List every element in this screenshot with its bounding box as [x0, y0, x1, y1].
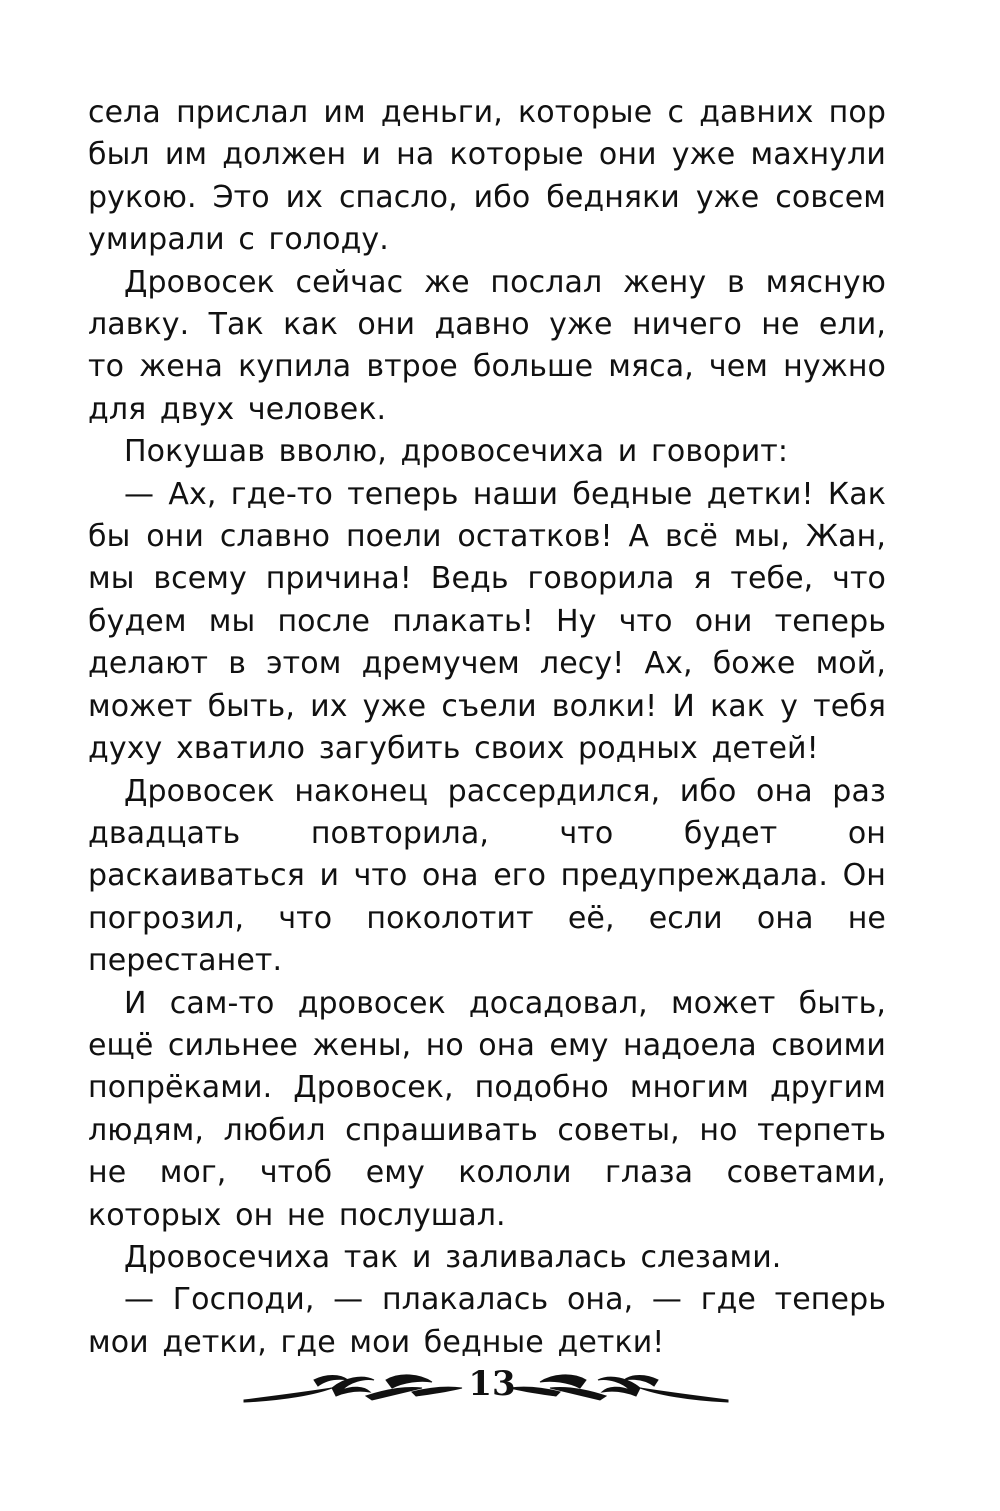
page-footer	[0, 1352, 1000, 1432]
paragraph-5: Дровосек наконец рассердился, ибо она раз двадцать повторила, что будет он раскаиваться и что она его предупреждала. Он погрозил, что поколотит её, если она не перестанет.	[88, 773, 886, 979]
paragraph-8: — Господи, — плакалась она, — где теперь мои детки, где мои бедные детки!	[88, 1282, 886, 1360]
paragraph-3: Покушав вволю, дровосечиха и говорит:	[124, 434, 789, 470]
paragraph-6: И сам-то дровосек досадовал, может быть, ещё сильнее жены, но она ему надоела своими попрёками. Дровосек, подобно многим другим людям, любил спрашивать советы, но терпеть не мог, чтоб ему кололи глаза советами, которых он не послушал.	[88, 985, 886, 1233]
paragraph-7: Дровосечиха так и заливалась слезами.	[124, 1239, 782, 1275]
paragraph-2: Дровосек сейчас же послал жену в мясную лавку. Так как они давно уже ничего не ели, то жена купила втрое больше мяса, чем нужно для двух человек.	[88, 264, 886, 427]
paragraph-4: — Ах, где-то теперь наши бедные детки! Как бы они славно поели остатков! А всё мы, Жан, мы всему причина! Ведь говорила я тебе, что будем мы после плакать! Ну что они теперь делают в этом дремучем лесу! Ах, боже мой, может быть, их уже съели волки! И как у тебя духу хватило загубить своих родных детей!	[88, 476, 886, 767]
body-text	[88, 92, 886, 1364]
paragraph-1: села прислал им деньги, которые с давних пор был им должен и на которые они уже махнули рукою. Это их спасло, ибо бедняки уже совсем умирали с голоду.	[88, 95, 886, 258]
page-number: 13	[468, 1364, 516, 1404]
